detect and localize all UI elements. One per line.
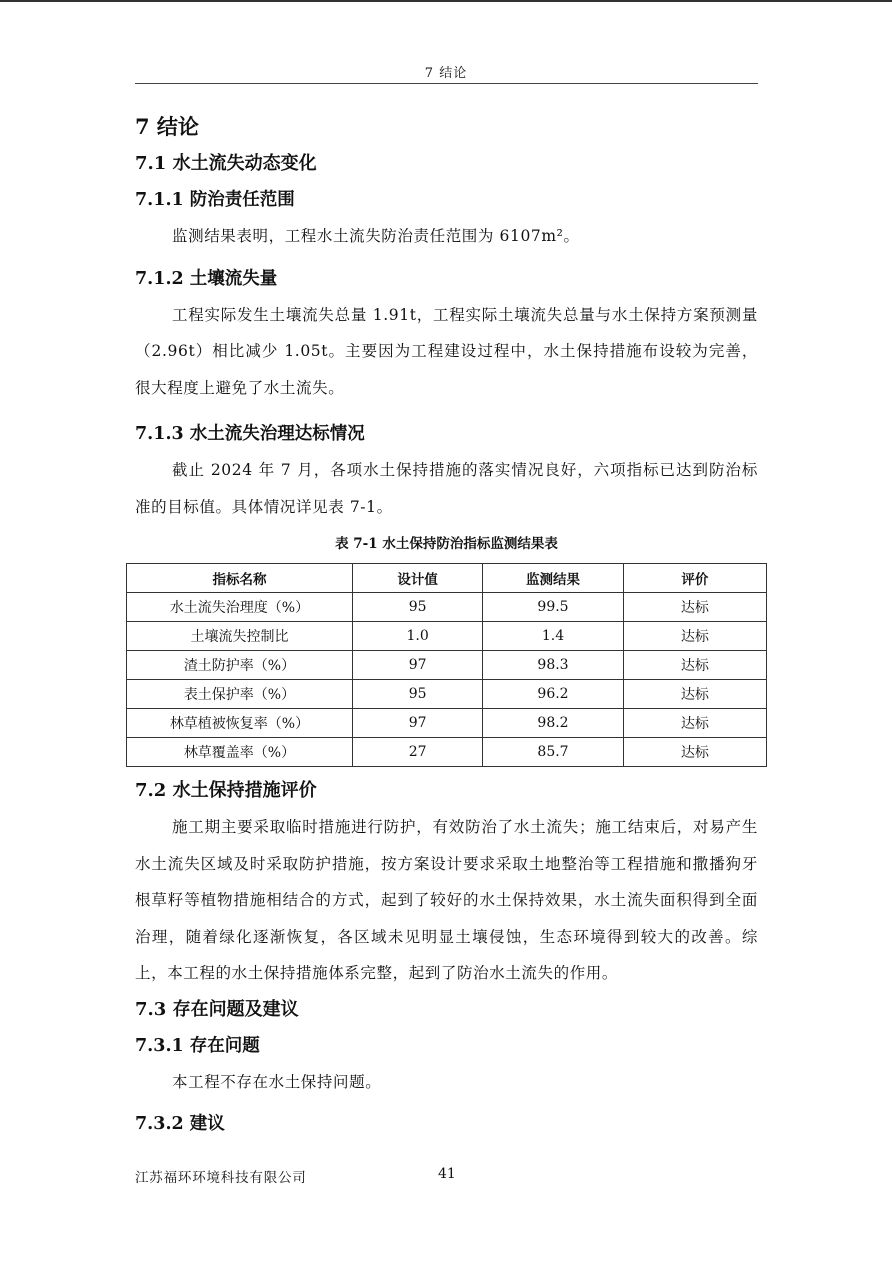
table-cell: 95 <box>352 593 482 622</box>
section-heading-7-2: 7.2 水土保持措施评价 <box>135 780 317 801</box>
table-cell: 98.2 <box>483 709 623 738</box>
table-header-row <box>127 564 767 593</box>
table-cell: 表土保护率（%） <box>127 680 353 709</box>
table-cell: 95 <box>352 680 482 709</box>
table-row <box>127 738 767 767</box>
table-row <box>127 593 767 622</box>
table-cell: 林草植被恢复率（%） <box>127 709 353 738</box>
table-header-cell: 设计值 <box>352 564 482 593</box>
table-cell: 林草覆盖率（%） <box>127 738 353 767</box>
table-cell: 土壤流失控制比 <box>127 622 353 651</box>
paragraph-7-2: 施工期主要采取临时措施进行防护，有效防治了水土流失；施工结束后，对易产生水土流失区域及时采取防护措施，按方案设计要求采取土地整治等工程措施和撒播狗牙根草籽等植物措施相结合的方式，起到了较好的水土保持效果，水土流失面积得到全面治理，随着绿化逐渐恢复，各区域未见明显土壤侵蚀，生态环境得到较大的改善。综上，本工程的水土保持措施体系完整，起到了防治水土流失的作用。 <box>135 818 758 982</box>
table-header-cell: 评价 <box>623 564 766 593</box>
table-header-cell: 指标名称 <box>127 564 353 593</box>
page-number: 41 <box>438 1166 456 1182</box>
document-body <box>135 108 758 1142</box>
table-cell: 96.2 <box>483 680 623 709</box>
table-cell: 27 <box>352 738 482 767</box>
table-cell: 1.0 <box>352 622 482 651</box>
indicator-table <box>126 563 767 767</box>
paragraph-7-1-1: 监测结果表明，工程水土流失防治责任范围为 6107m²。 <box>172 227 580 245</box>
paragraph-7-3-1: 本工程不存在水土保持问题。 <box>172 1072 382 1091</box>
table-cell: 97 <box>352 709 482 738</box>
subsection-heading-7-1-1: 7.1.1 防治责任范围 <box>135 190 295 210</box>
table-cell: 97 <box>352 651 482 680</box>
table-cell: 达标 <box>623 622 766 651</box>
table-cell: 达标 <box>623 738 766 767</box>
table-row <box>127 651 767 680</box>
table-cell: 1.4 <box>483 622 623 651</box>
chapter-heading: 7 结论 <box>135 114 199 139</box>
table-cell: 99.5 <box>483 593 623 622</box>
table-cell: 达标 <box>623 651 766 680</box>
paragraph-7-1-2: 工程实际发生土壤流失总量 1.91t，工程实际土壤流失总量与水土保持方案预测量（2.96t）相比减少 1.05t。主要因为工程建设过程中，水土保持措施布设较为完善，很大程度上避免了水土流失。 <box>135 305 758 397</box>
table-row <box>127 709 767 738</box>
table-cell: 水土流失治理度（%） <box>127 593 353 622</box>
subsection-heading-7-3-2: 7.3.2 建议 <box>135 1114 225 1134</box>
footer-company-name: 江苏福环环境科技有限公司 <box>135 1170 307 1186</box>
section-heading-7-3: 7.3 存在问题及建议 <box>135 998 299 1020</box>
section-heading-7-1: 7.1 水土流失动态变化 <box>135 153 317 174</box>
table-row <box>127 622 767 651</box>
subsection-heading-7-1-3: 7.1.3 水土流失治理达标情况 <box>135 424 365 444</box>
table-cell: 98.3 <box>483 651 623 680</box>
table-cell: 渣土防护率（%） <box>127 651 353 680</box>
paragraph-7-1-3: 截止 2024 年 7 月，各项水土保持措施的落实情况良好，六项指标已达到防治标准的目标值。具体情况详见表 7-1。 <box>135 461 758 516</box>
table-cell: 85.7 <box>483 738 623 767</box>
table-caption: 表 7-1 水土保持防治指标监测结果表 <box>335 536 558 552</box>
subsection-heading-7-3-1: 7.3.1 存在问题 <box>135 1035 260 1056</box>
table-cell: 达标 <box>623 709 766 738</box>
subsection-heading-7-1-2: 7.1.2 土壤流失量 <box>135 268 278 289</box>
header-divider <box>135 83 758 84</box>
page-top-border <box>0 0 892 2</box>
table-cell: 达标 <box>623 680 766 709</box>
table-row <box>127 680 767 709</box>
table-cell: 达标 <box>623 593 766 622</box>
running-header: 7 结论 <box>424 66 468 81</box>
table-header-cell: 监测结果 <box>483 564 623 593</box>
